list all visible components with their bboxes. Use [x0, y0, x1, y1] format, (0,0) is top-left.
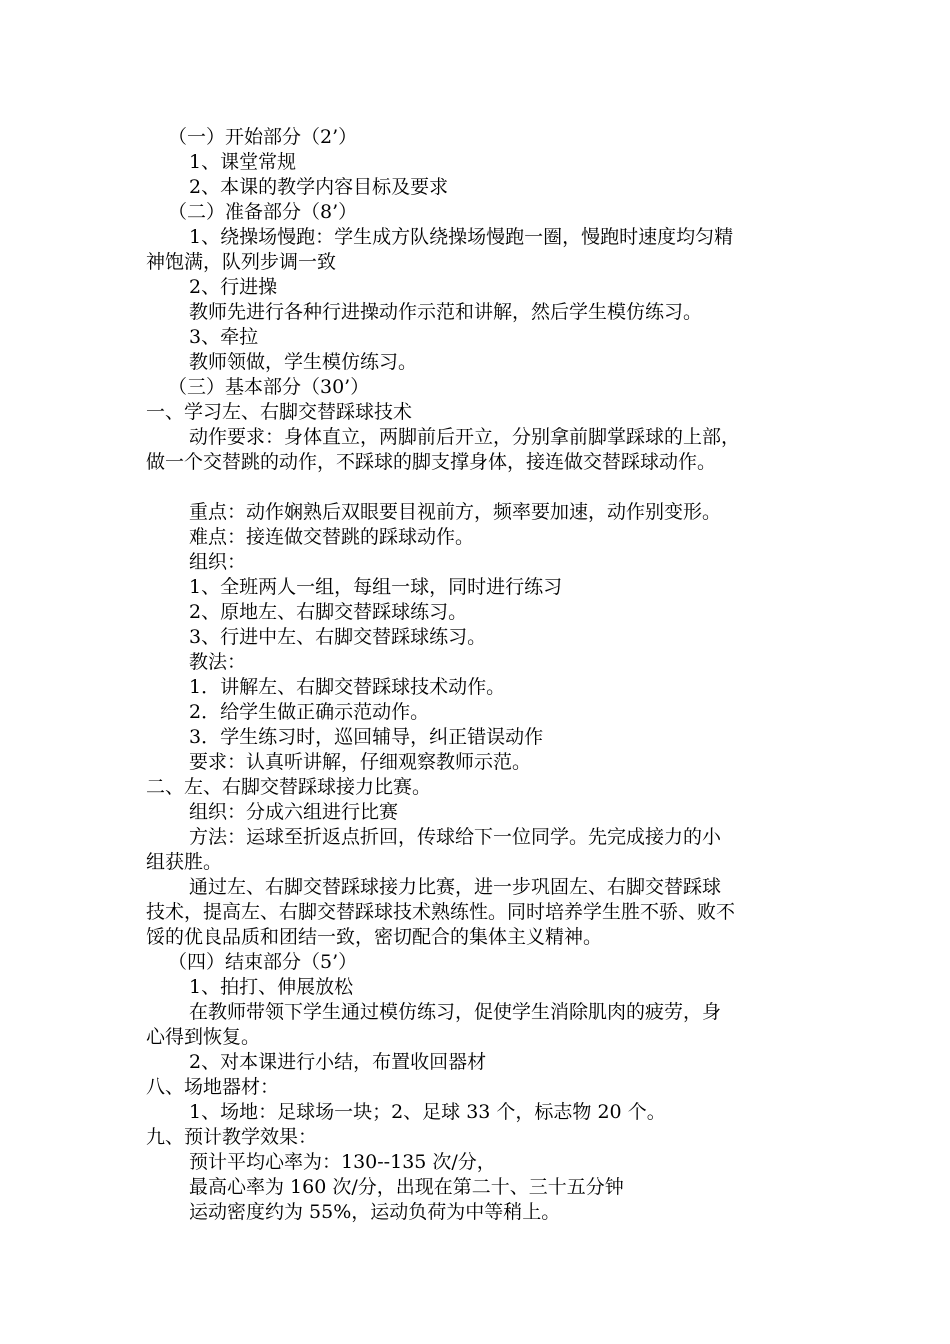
text-line: 1、全班两人一组，每组一球，同时进行练习: [189, 576, 563, 598]
text-line: 3、行进中左、右脚交替踩球练习。: [189, 626, 487, 648]
text-line: 最高心率为 160 次/分，出现在第二十、三十五分钟: [189, 1176, 624, 1198]
text-line: 做一个交替跳的动作，不踩球的脚支撑身体，接连做交替踩球动作。: [146, 451, 717, 473]
section-heading-basic: （三）基本部分（30’）: [168, 376, 370, 398]
text-line: 难点：接连做交替跳的踩球动作。: [189, 526, 475, 548]
text-line: 2、对本课进行小结，布置收回器材: [189, 1051, 487, 1073]
text-line: 要求：认真听讲解，仔细观察教师示范。: [189, 751, 532, 773]
text-line: 1、课堂常规: [189, 151, 297, 173]
text-line: 1、场地：足球场一块；2、足球 33 个，标志物 20 个。: [189, 1101, 666, 1123]
text-line: 在教师带领下学生通过模仿练习，促使学生消除肌肉的疲劳，身: [189, 1001, 722, 1023]
text-line: 教师先进行各种行进操动作示范和讲解，然后学生模仿练习。: [189, 301, 703, 323]
text-line: 组获胜。: [146, 851, 223, 873]
section-heading-preparation: （二）准备部分（8’）: [168, 201, 358, 223]
text-line: 教师领做，学生模仿练习。: [189, 351, 418, 373]
text-line: 重点：动作娴熟后双眼要目视前方，频率要加速，动作别变形。: [189, 501, 722, 523]
heading-eight: 八、场地器材：: [146, 1076, 280, 1098]
heading-two: 二、左、右脚交替踩球接力比赛。: [146, 776, 432, 798]
text-line: 2、行进操: [189, 276, 278, 298]
heading-nine: 九、预计教学效果：: [146, 1126, 318, 1148]
text-line: 组织：: [189, 551, 247, 573]
text-line: 技术，提高左、右脚交替踩球技术熟练性。同时培养学生胜不骄、败不: [146, 901, 736, 923]
heading-one: 一、学习左、右脚交替踩球技术: [146, 401, 413, 423]
text-line: 2、原地左、右脚交替踩球练习。: [189, 601, 468, 623]
text-line: 2、本课的教学内容目标及要求: [189, 176, 449, 198]
text-line: 神饱满，队列步调一致: [146, 251, 337, 273]
text-line: 通过左、右脚交替踩球接力比赛，进一步巩固左、右脚交替踩球: [189, 876, 722, 898]
text-line: 1、拍打、伸展放松: [189, 976, 354, 998]
text-line: 方法：运球至折返点折回，传球给下一位同学。先完成接力的小: [189, 826, 722, 848]
text-line: 3．学生练习时，巡回辅导，纠正错误动作: [189, 726, 544, 748]
text-line: 运动密度约为 55%，运动负荷为中等稍上。: [189, 1201, 561, 1223]
text-line: 组织：分成六组进行比赛: [189, 801, 399, 823]
text-line: 动作要求：身体直立，两脚前后开立，分别拿前脚掌踩球的上部，: [189, 426, 741, 448]
section-heading-start: （一）开始部分（2’）: [168, 126, 358, 148]
text-line: 教法：: [189, 651, 247, 673]
text-line: 3、牵拉: [189, 326, 259, 348]
text-line: 预计平均心率为：130--135 次/分，: [189, 1151, 496, 1173]
text-line: 2．给学生做正确示范动作。: [189, 701, 430, 723]
text-line: 馁的优良品质和团结一致，密切配合的集体主义精神。: [146, 926, 603, 948]
text-line: 心得到恢复。: [146, 1026, 261, 1048]
text-line: 1．讲解左、右脚交替踩球技术动作。: [189, 676, 506, 698]
section-heading-end: （四）结束部分（5’）: [168, 951, 358, 973]
text-line: 1、绕操场慢跑：学生成方队绕操场慢跑一圈，慢跑时速度均匀精: [189, 226, 734, 248]
